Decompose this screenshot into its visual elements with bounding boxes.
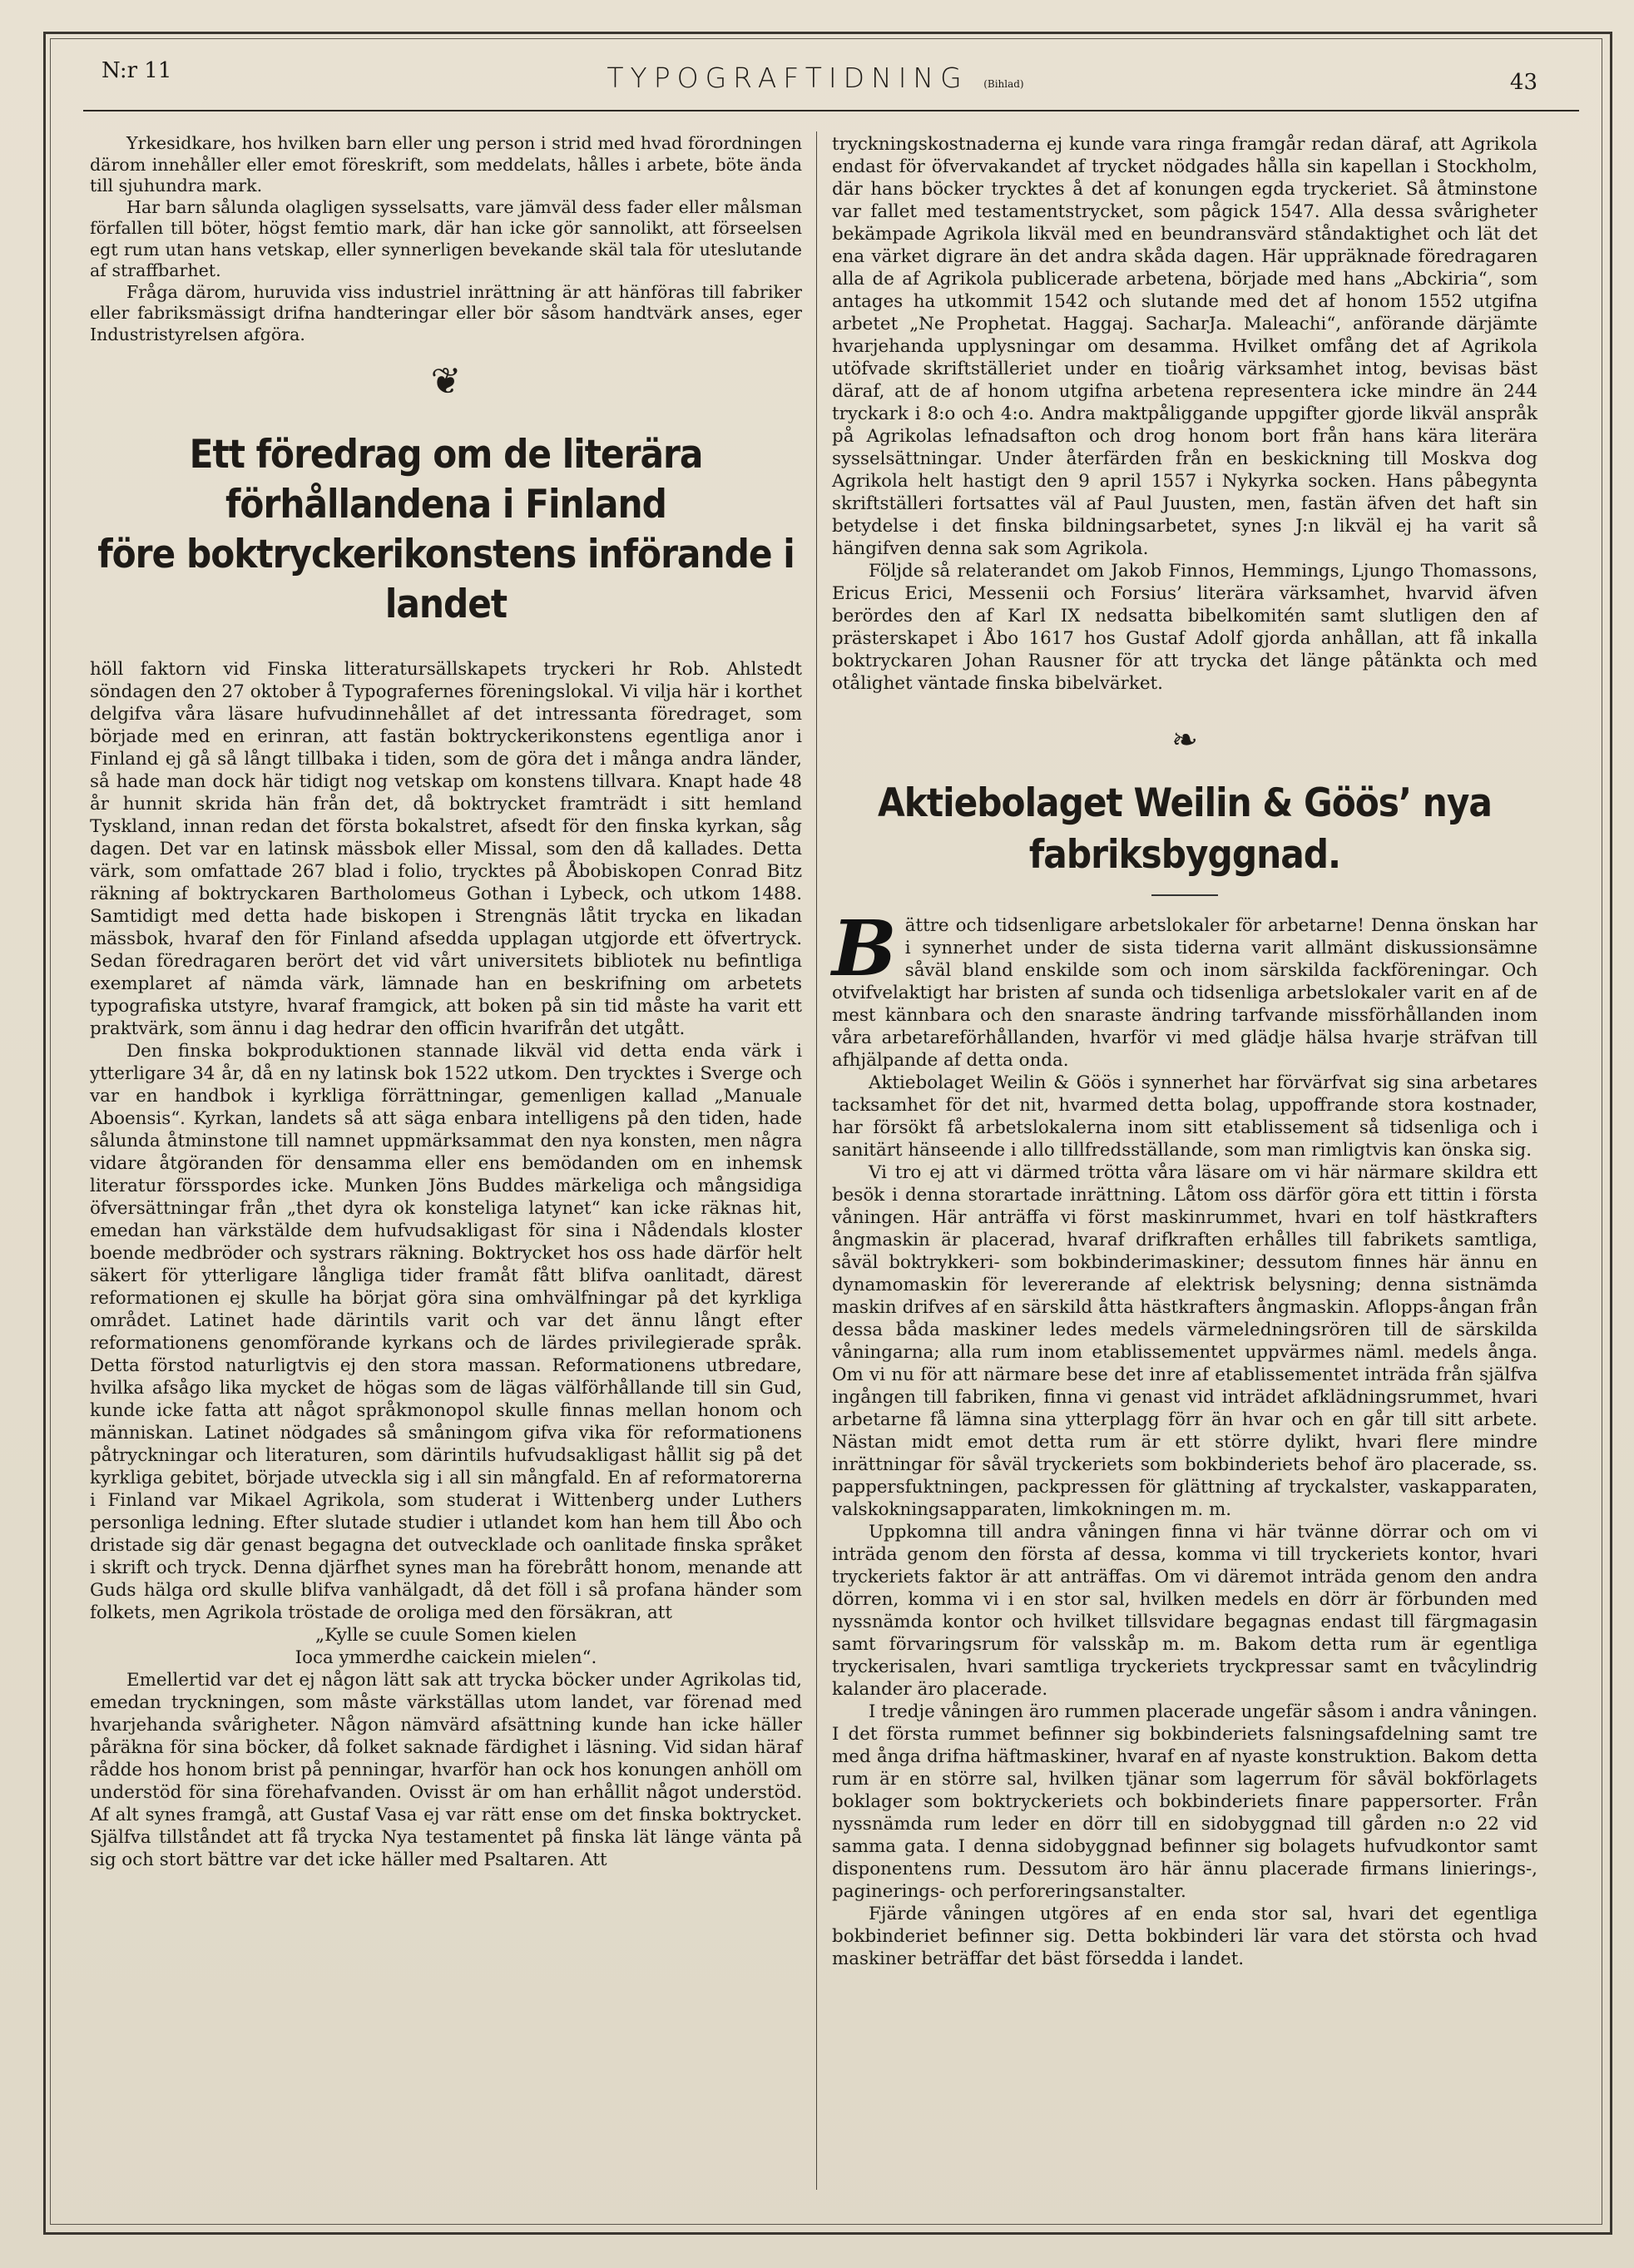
header-rule <box>83 110 1579 111</box>
column-divider <box>816 131 817 2190</box>
issue-number: N:r 11 <box>102 58 172 83</box>
intro-paragraph: Fråga därom, huruvida viss industriel inrättning är att hänföras till fabriker eller fabriksmässigt drifna handteringar eller bör såsom handtvärk anses, eger Industristyrelsen afgöra. <box>90 281 802 344</box>
article-paragraph: Följde så relaterandet om Jakob Finnos, Hemmings, Ljungo Thomassons, Ericus Erici, Messenii och Forsius’ literära värksamhet, hvarvid äfven berördes den af Karl IX nedsatta bibelkomitén samt slutligen den af prästerskapet i Åbo 1617 hos Gustaf Adolf gjorda anhållan, att få inkalla boktryckaren Johan Rausner för att trycka det länge påtänkta och med otålighet väntade finska bibelvärket. <box>832 561 1537 694</box>
article-headline: Aktiebolaget Weilin & Göös’ nya fabriksbyggnad. <box>878 780 1492 878</box>
article-paragraph: I tredje våningen äro rummen placerade ungefär såsom i andra våningen. I det första rummet befinner sig bokbinderiets falsningsafdelning samt tre med ånga drifna häftmaskiner, hvaraf en af nyaste konstruktion. Bakom detta rum är en större sal, hvilken tjänar som lagerrum för såväl bokförlagets boklager som boktryckeriets och bokbinderiets finare pappersorter. Från nyssnämda rum leder en dörr till en sidobyggnad till gården n:o 22 vid samma gata. I denna sidobyggnad befinner sig bolagets hufvudkontor samt disponentens rum. Dessutom äro här ännu placerade firmans linierings-, paginerings- och perforeringsanstalter. <box>832 1701 1537 1902</box>
article-paragraph: Aktiebolaget Weilin & Göös i synnerhet har förvärfvat sig sina arbetares tacksamhet för det nit, hvarmed detta bolag, uppoffrande stora kostnader, har försökt få arbetslokalerna inom sitt etablissement så tidsenliga och i sanitärt hänseende i allo tillfredsställande, som man rimligtvis kan önska sig. <box>832 1072 1537 1161</box>
masthead-title-text: TYPOGRAFTIDNING <box>607 62 968 94</box>
article-paragraph <box>832 904 1537 1072</box>
intro-paragraph: Yrkesidkare, hos hvilken barn eller ung person i strid med hvad förordningen därom innehåller eller emot föreskrift, som meddelats, hålles i arbete, böte ända till sjuhundra mark. <box>90 133 802 196</box>
poem-line: Ioca ymmerdhe caickein mielen“. <box>295 1647 597 1668</box>
article-paragraph: Uppkomna till andra våningen finna vi här tvänne dörrar och om vi inträda genom den första af dessa, komma vi till tryckeriets kontor, hvari tryckeriets faktor är att anträffas. Om vi däremot inträda genom den andra dörren, komma vi i en stor sal, hvilken medels en dörr är förbunden med nyssnämda kontor och hvilket tillsvidare begagnas endast till färgmagasin samt förvaringsrum för valsskåp m. m. Bakom detta rum är egentliga tryckerisalen, hvari samtliga tryckeriets tryckpressar samt en tvåcylindrig kalander äro placerade. <box>832 1522 1537 1700</box>
article-paragraph: Emellertid var det ej någon lätt sak att trycka böcker under Agrikolas tid, emedan tryckningen, som måste värkställas utom landet, var förenad med hvarjehanda svårigheter. Någon nämvärd afsättning kunde han icke häller påräkna för sina böcker, då folket saknade färdighet i läsning. Vid sidan häraf rådde hos honom brist på penningar, hvarför han ock hos konungen anhöll om understöd för sina förehafvanden. Ovisst är om han erhållit något understöd. Af alt synes framgå, att Gustaf Vasa ej var rätt ense om det finska boktrycket. Själfva tillståndet att få trycka Nya testamentet på finska lät länge vänta på sig och stort bättre var det icke häller med Psaltaren. Att <box>90 1670 802 1870</box>
article-headline: Ett föredrag om de literära förhållandena i Finland <box>189 432 703 527</box>
running-head <box>83 52 1547 110</box>
ornament-icon: ❧ <box>1171 721 1198 758</box>
article-paragraph: Fjärde våningen utgöres af en enda stor sal, hvari det egentliga bokbinderiet befinner sig. Detta bokbinderi lär vara det största och hvad maskiner beträffar det bäst försedda i landet. <box>832 1904 1537 1969</box>
left-column <box>90 133 802 1871</box>
article-paragraph: tryckningskostnaderna ej kunde vara ringa framgår redan däraf, att Agrikola endast för öfvervakandet af trycket nödgades hålla sin kapellan i Stockholm, där hans böcker trycktes å det af konungen egda tryckeriet. Så åtminstone var fallet med testamentstrycket, som pågick 1547. Alla dessa svårigheter bekämpade Agrikola likväl med en beundransvärd ståndaktighet och lät det ena värket digrare än det andra skåda dagen. Här uppräknade föredragaren alla de af Agrikola publicerade arbetena, började med hans „Abckiria“, som antages ha utkommit 1542 och slutande med det af honom 1552 utgifna arbetet „Ne Prophetat. Haggaj. SacharJa. Maleachi“, anförande därjämte hvarjehanda upplysningar om desamma. Hvilket omfång det af Agrikola utöfvade skriftställeriet under en tioårig värksamhet intog, bevisas bäst däraf, att de af honom utgifna arbetena representera icke mindre än 244 tryckark i 8:o och 4:o. Andra maktpåliggande uppgifter gjorde likväl anspråk på Agrikolas lefnadsafton och drog honom bort från hans kära literära sysselsättningar. Under återfärden från en beskickning till Moskva dog Agrikola helt hastigt den 9 april 1557 i Nykyrka socken. Hans påbegynta skriftställeri fortsattes väl af Paul Juusten, men, fastän äfven det haft sin betydelse i det finska bildningsarbetet, synes J:n likväl ej ha varit så hängifven denna sak som Agrikola. <box>832 134 1537 559</box>
article-paragraph: Den finska bokproduktionen stannade likväl vid detta enda värk i ytterligare 34 år, då en ny latinsk bok 1522 utkom. Den trycktes i Sverge och var en handbok i kyrkliga förrättningar, gemenligen kallad „Manuale Aboensis“. Kyrkan, landets så att säga enbara intelligens på den tiden, hade sålunda åtminstone till namnet uppmärksammat den nya konsten, men några vidare åtgöranden för densamma eller ens bemödanden om en inhemsk literatur försspordes icke. Munken Jöns Buddes märkeliga och mångsidiga öfversättningar från „thet dyra ok konsteliga latynet“ kan icke räknas hit, emedan han värkstälde dem hufvudsakligast för sina i Nådendals kloster boende medbröder och systrars räkning. Boktrycket hos oss hade därför helt säkert för ytterligare långliga tider framåt fått blifva oanlitadt, därest reformationen ej skulle ha börjat göra sina omhvälfningar på det kyrkliga området. Latinet hade därintils varit och var det ännu långt efter reformationens genomförande kyrkans och de lärdes privilegierade språk. Detta förstod naturligtvis ej den stora massan. Reformationens utbredare, hvilka afsågo lika mycket de högas som de lägas välförhållande till sin Gud, kunde icke fatta att något språkmonopol skulle finnas mellan honom och människan. Latinet nödgades så småningom gifva vika för reformationens påtryckningar och literaturen, som därintils hufvudsakligast hållit sig på det kyrkliga gebitet, började utveckla sig i all sin mångfald. En af reformatorerna i Finland var Mikael Agrikola, som studerat i Wittenberg under Luthers personliga ledning. Efter slutade studier i utlandet kom han hem till Åbo och dristade sig där genast begagna det outvecklade och oanlitade finska språket i skrift och tryck. Denna djärfhet synes man ha förebrått honom, menande att Guds hälga ord skulle blifva vanhälgadt, då det föll i så profana händer som folkets, men Agrikola tröstade de oroliga med den försäkran, att <box>90 1041 802 1623</box>
article-headline-line2: före boktryckerikonstens införande i landet <box>97 532 795 627</box>
masthead-title <box>83 62 1547 94</box>
article-paragraph: Vi tro ej att vi därmed trötta våra läsare om vi här närmare skildra ett besök i denna storartade inrättning. Låtom oss därför göra ett tittin i första våningen. Här anträffa vi först maskinrummet, hvari en tolf hästkrafters ångmaskin är placerad, hvaraf drifkraften erhålles till fabrikets samtliga, såväl boktrykkeri- som bokbinderimaskiner; dessutom finnes här ännu en dynamomaskin för levererande af elektrisk belysning; denna sistnämda maskin drifves af en särskild åtta hästkrafters ångmaskin. Aflopps-ångan från dessa båda maskiner ledes medels värmeledningsrören till de särskilda våningarna; alla rum inom etablissementet uppvärmes näml. medels ånga. Om vi nu för att närmare bese det inre af etablissementet inträda från själfva ingången till fabriken, finna vi genast vid inträdet afklädningsrummet, hvari arbetarne få lämna sina ytterplagg förr än hvar och en går till sitt arbete. Nästan midt emot detta rum är ett större dylikt, hvari flere mindre inrättningar för såväl tryckeriets som bokbinderiets behof äro placerade, ss. pappersfuktningen, packpressen för glättning af tryckalster, vaskapparaten, valskokningsapparaten, limkokningen m. m. <box>832 1162 1537 1520</box>
drop-cap: B <box>832 904 897 993</box>
masthead-subtitle: (Bihlad) <box>983 78 1024 90</box>
article-paragraph: höll faktorn vid Finska litteratursällskapets tryckeri hr Rob. Ahlstedt söndagen den 27 oktober å Typografernes föreningslokal. Vi vilja här i korthet delgifva våra läsare hufvudinnehållet af det intressanta föredraget, som började med en erinran, att fastän boktryckerikonstens egentliga anor i Finland ej gå så långt tillbaka i tiden, som de göra det i många andra länder, så hade man dock här tidigt nog vetskap om konstens tillvara. Knapt hade 48 år hunnit skrida hän från det, då boktrycket framträdt i sitt hemland Tyskland, innan redan det första bokalstret, afsedt för den finska kyrkan, såg dagen. Det var en latinsk mässbok eller Missal, som den då kallades. Detta värk, som omfattade 267 blad i folio, trycktes på Åbobiskopen Conrad Bitz räkning af boktryckaren Bartholomeus Gothan i Lybeck, och utkom 1488. Samtidigt med detta hade biskopen i Strengnäs låtit trycka en likadan mässbok, hvaraf den för Finland afsedda upplagan utgjorde ett öfvertryck. Sedan föredragaren berört det vid vårt universitets bibliotek nu befintliga exemplaret af nämda värk, lämnade han en beskrifning om arbetets typografiska utstyre, hvaraf framgick, att boken på sin tid måste ha varit ett praktvärk, som ännu i dag hedrar den officin hvarifrån det utgått. <box>90 659 802 1039</box>
page-number: 43 <box>1509 70 1537 95</box>
headline-rule <box>1151 894 1218 896</box>
right-column <box>832 133 1537 1970</box>
poem-line: „Kylle se cuule Somen kielen <box>315 1625 577 1646</box>
article-paragraph-text: ättre och tidsenligare arbetslokaler för arbetarne! Denna önskan har i synnerhet under de sista tiderna varit allmänt diskussionsämne såväl bland enskilde som och inom särskilda fackföreningar. Och otvifvelaktigt har bristen af sunda och tidsenliga arbetslokaler varit en af de mest kännbara och den snaraste ändring tarfvande missförhållanden inom våra arbetareförhållanden, hvarför vi med glädje hälsa hvarje sträfvan till afhjälpande af detta onda. <box>832 915 1537 1071</box>
intro-paragraph: Har barn sålunda olagligen sysselsatts, vare jämväl dess fader eller målsman förfallen till böter, högst femtio mark, där han icke gör sannolikt, att förseelsen egt rum utan hans vetskap, eller synnerligen bevekande skäl tala för uteslutande af straffbarhet. <box>90 196 802 280</box>
ornament-icon: ❦ <box>430 360 462 403</box>
